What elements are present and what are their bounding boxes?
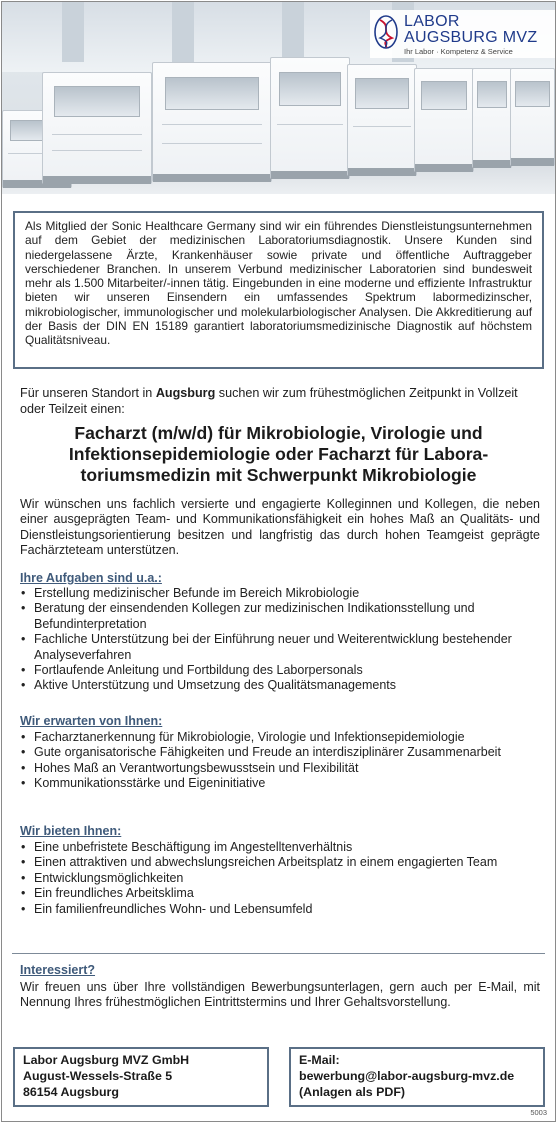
address-box	[13, 1047, 269, 1107]
list-item: • Beratung der einsendenden Kollegen zur medizinischen Indikationsstellung und Befundinterpretation	[21, 601, 475, 631]
email-address[interactable]: bewerbung@labor-augsburg-mvz.de	[299, 1069, 515, 1083]
tasks-list	[20, 586, 542, 694]
job-title: Facharzt (m/w/d) für Mikrobiologie, Virologie und Infektionsepidemiologie oder Facharzt für Laboratoriumsmedizin mit Schwerpunkt Mikrobiologie	[68, 423, 489, 485]
list-item: • Ein freundliches Arbeitsklima	[21, 886, 194, 901]
offer-list	[20, 840, 542, 917]
list-item: • Kommunikationsstärke und Eigeninitiative	[21, 776, 266, 791]
ad-code: 5003	[530, 1108, 547, 1117]
header-lab-image	[2, 2, 555, 194]
list-item: • Eine unbefristete Beschäftigung im Angestelltenverhältnis	[21, 840, 353, 854]
tasks-heading: Ihre Aufgaben sind u.a.:	[20, 571, 162, 585]
logo-line-1: LABOR	[404, 13, 460, 30]
postal-city: 86154 Augsburg	[23, 1085, 119, 1099]
dna-helix-icon	[374, 15, 398, 49]
section-divider	[12, 953, 545, 954]
list-item: • Entwicklungsmöglichkeiten	[21, 870, 184, 885]
company-name: Labor Augsburg MVZ GmbH	[23, 1053, 190, 1067]
interest-heading: Interessiert?	[20, 963, 96, 977]
logo-tagline: Ihr Labor · Kompetenz & Service	[404, 47, 513, 56]
logo-line-2: AUGSBURG MVZ	[404, 29, 538, 46]
email-label: E-Mail:	[299, 1053, 340, 1067]
list-item: • Aktive Unterstützung und Umsetzung des Qualitätsmanagements	[21, 678, 396, 693]
list-item: • Ein familienfreundliches Wohn- und Lebensumfeld	[21, 901, 313, 916]
interest-paragraph: Wir freuen uns über Ihre vollständigen Bewerbungsunterlagen, gern auch per E-Mail, mit Nennung Ihres frühestmöglichen Eintrittstermins und Ihrer Gehaltsvorstellung.	[20, 980, 540, 1010]
company-logo	[370, 10, 555, 58]
location-prefix: Für unseren Standort in	[20, 386, 156, 400]
list-item: • Hohes Maß an Verantwortungsbewusstsein und Flexibilität	[21, 760, 359, 775]
location-suffix: suchen wir zum frühestmöglichen Zeitpunkt in Vollzeit oder Teilzeit einen:	[20, 386, 518, 416]
list-item: • Fortlaufende Anleitung und Fortbildung des Laborpersonals	[21, 663, 363, 678]
list-item: • Einen attraktiven und abwechslungsreichen Arbeitsplatz in einem engagierten Team	[21, 855, 498, 870]
list-item: • Gute organisatorische Fähigkeiten und Freude an interdisziplinärer Zusammenarbeit	[21, 745, 501, 760]
wish-paragraph: Wir wünschen uns fachlich versierte und engagierte Kolleginnen und Kollegen, die neben einer ausgeprägten Team- und Kommunikationsfähigkeit ein hohes Maß an Qualitäts- und Dienstleistungsorientierung besitzen und langfristig das durch hohen Teamgeist geprägte Fachärzteteam unterstützen.	[20, 497, 540, 558]
intro-box	[13, 211, 544, 369]
list-item: • Fachliche Unterstützung bei der Einführung neuer und Weiterentwicklung bestehender Analyseverfahren	[21, 632, 512, 662]
expect-list	[20, 730, 542, 792]
street-address: August-Wessels-Straße 5	[23, 1069, 173, 1083]
intro-text: Als Mitglied der Sonic Healthcare Germany sind wir ein führendes Dienstleistungsunternehmen auf dem Gebiet der medizinischen Laboratoriumsdiagnostik. Unsere Kunden sind niedergelassene Ärzte, Krankenhäuser sowie private und öffentliche Auftraggeber verschiedener Branchen. In unserem Verbund medizinischer Laboratorien sind bundesweit mehr als 1.500 Mitarbeiter/-innen tätig. Eingebunden in eine moderne und effiziente Infrastruktur bieten wir unseren Einsendern ein umfassendes Spektrum labormedizinscher, mikrobiologischer, immunologischer und molekularbiologischer Analysen. Die Akkreditierung auf der Basis der DIN EN 15189 garantiert laboratoriumsmedizinische Diagnostik auf höchstem Qualitätsniveau.	[25, 219, 532, 348]
location-sentence	[20, 386, 540, 417]
offer-heading: Wir bieten Ihnen:	[20, 824, 122, 838]
attachment-note: (Anlagen als PDF)	[299, 1085, 406, 1099]
location-city: Augsburg	[155, 386, 216, 400]
list-item: • Facharztanerkennung für Mikrobiologie, Virologie und Infektionsepidemiologie	[21, 730, 465, 744]
list-item: • Erstellung medizinischer Befunde im Bereich Mikrobiologie	[21, 586, 360, 600]
email-box	[289, 1047, 545, 1107]
expect-heading: Wir erwarten von Ihnen:	[20, 714, 163, 728]
